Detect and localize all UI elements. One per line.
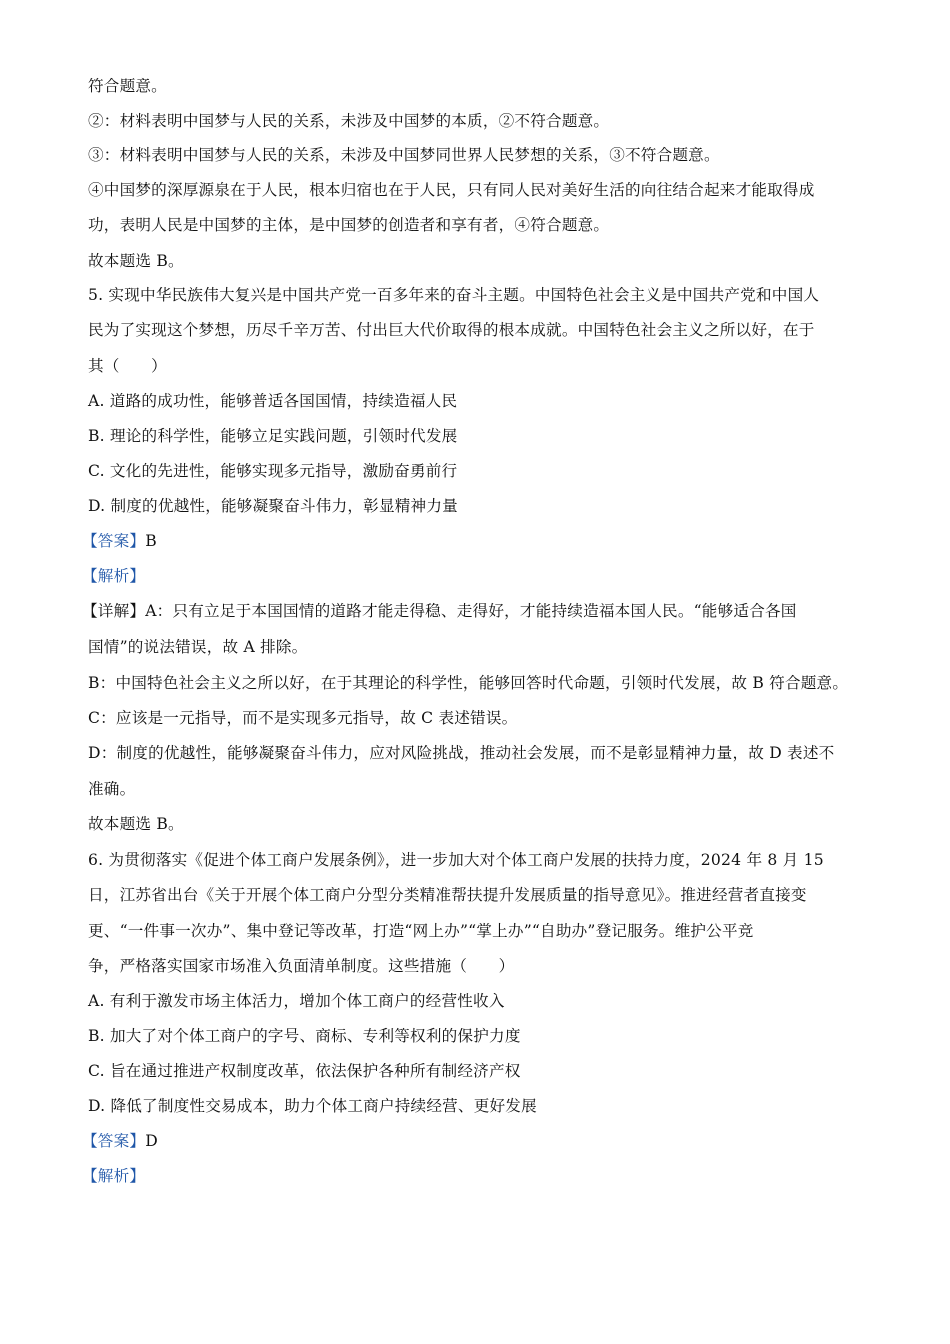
detail-text: A：只有立足于本国国情的道路才能走得稳、走得好，才能持续造福本国人民。“能够适合各国 — [145, 602, 797, 620]
q5-stem: 5. 实现中华民族伟大复兴是中国共产党一百多年来的奋斗主题。中国特色社会主义是中国共产党和中国人 — [88, 286, 820, 304]
q5-conclusion: 故本题选 B。 — [88, 815, 184, 833]
q5-detail — [82, 601, 797, 621]
q5-detail-line: 国情”的说法错误，故 A 排除。 — [88, 638, 308, 656]
q6-stem: 日，江苏省出台《关于开展个体工商户分型分类精准帮扶提升发展质量的指导意见》。推进经营者直接变 — [88, 886, 807, 904]
answer-tag: 【答案】 — [82, 532, 146, 550]
q5-detail-line: 准确。 — [88, 780, 136, 798]
q5-detail-line: B：中国特色社会主义之所以好，在于其理论的科学性，能够回答时代命题，引领时代发展，故 B 符合题意。 — [88, 674, 849, 692]
answer-value: D — [145, 1132, 158, 1150]
prev-explanation-line: 功，表明人民是中国梦的主体，是中国梦的创造者和享有者，④符合题意。 — [88, 216, 610, 234]
q6-option-c: C. 旨在通过推进产权制度改革，依法保护各种所有制经济产权 — [88, 1062, 521, 1080]
q6-stem: 争，严格落实国家市场准入负面清单制度。这些措施（ ） — [88, 957, 515, 975]
q5-option-c: C. 文化的先进性，能够实现多元指导，激励奋勇前行 — [88, 462, 458, 480]
answer-value: B — [145, 532, 157, 550]
prev-conclusion: 故本题选 B。 — [88, 252, 184, 270]
q6-stem: 6. 为贯彻落实《促进个体工商户发展条例》，进一步加大对个体工商户发展的扶持力度，2024 年 8 月 15 — [88, 851, 824, 869]
detail-tag: 【详解】 — [82, 602, 146, 620]
q5-stem: 民为了实现这个梦想，历尽千辛万苦、付出巨大代价取得的根本成就。中国特色社会主义之所以好，在于 — [88, 321, 815, 339]
q5-detail-line: C：应该是一元指导，而不是实现多元指导，故 C 表述错误。 — [88, 709, 518, 727]
q6-answer — [82, 1131, 158, 1151]
q6-analysis-tag — [82, 1166, 145, 1186]
q5-stem: 其（ ） — [88, 357, 167, 375]
analysis-tag: 【解析】 — [82, 567, 146, 585]
q5-detail-line: D：制度的优越性，能够凝聚奋斗伟力，应对风险挑战，推动社会发展，而不是彰显精神力量，故 D 表述不 — [88, 744, 835, 762]
q5-analysis-tag — [82, 566, 145, 586]
answer-tag: 【答案】 — [82, 1132, 146, 1150]
q5-option-d: D. 制度的优越性，能够凝聚奋斗伟力，彰显精神力量 — [88, 497, 458, 515]
prev-explanation-line: ④中国梦的深厚源泉在于人民，根本归宿也在于人民，只有同人民对美好生活的向往结合起来才能取得成 — [88, 181, 815, 199]
q6-option-b: B. 加大了对个体工商户的字号、商标、专利等权利的保护力度 — [88, 1027, 521, 1045]
prev-explanation-line: 符合题意。 — [88, 77, 167, 95]
q6-stem: 更、“一件事一次办”、集中登记等改革，打造“网上办”“掌上办”“自助办”登记服务。维护公平竞 — [88, 922, 754, 940]
prev-explanation-line: ②：材料表明中国梦与人民的关系，未涉及中国梦的本质，②不符合题意。 — [88, 112, 610, 130]
q5-option-b: B. 理论的科学性，能够立足实践问题，引领时代发展 — [88, 427, 458, 445]
analysis-tag: 【解析】 — [82, 1167, 146, 1185]
prev-explanation-line: ③：材料表明中国梦与人民的关系，未涉及中国梦同世界人民梦想的关系，③不符合题意。 — [88, 146, 720, 164]
q5-option-a: A. 道路的成功性，能够普适各国国情，持续造福人民 — [88, 392, 458, 410]
q5-answer — [82, 531, 157, 551]
q6-option-d: D. 降低了制度性交易成本，助力个体工商户持续经营、更好发展 — [88, 1097, 537, 1115]
q6-option-a: A. 有利于激发市场主体活力，增加个体工商户的经营性收入 — [88, 992, 505, 1010]
